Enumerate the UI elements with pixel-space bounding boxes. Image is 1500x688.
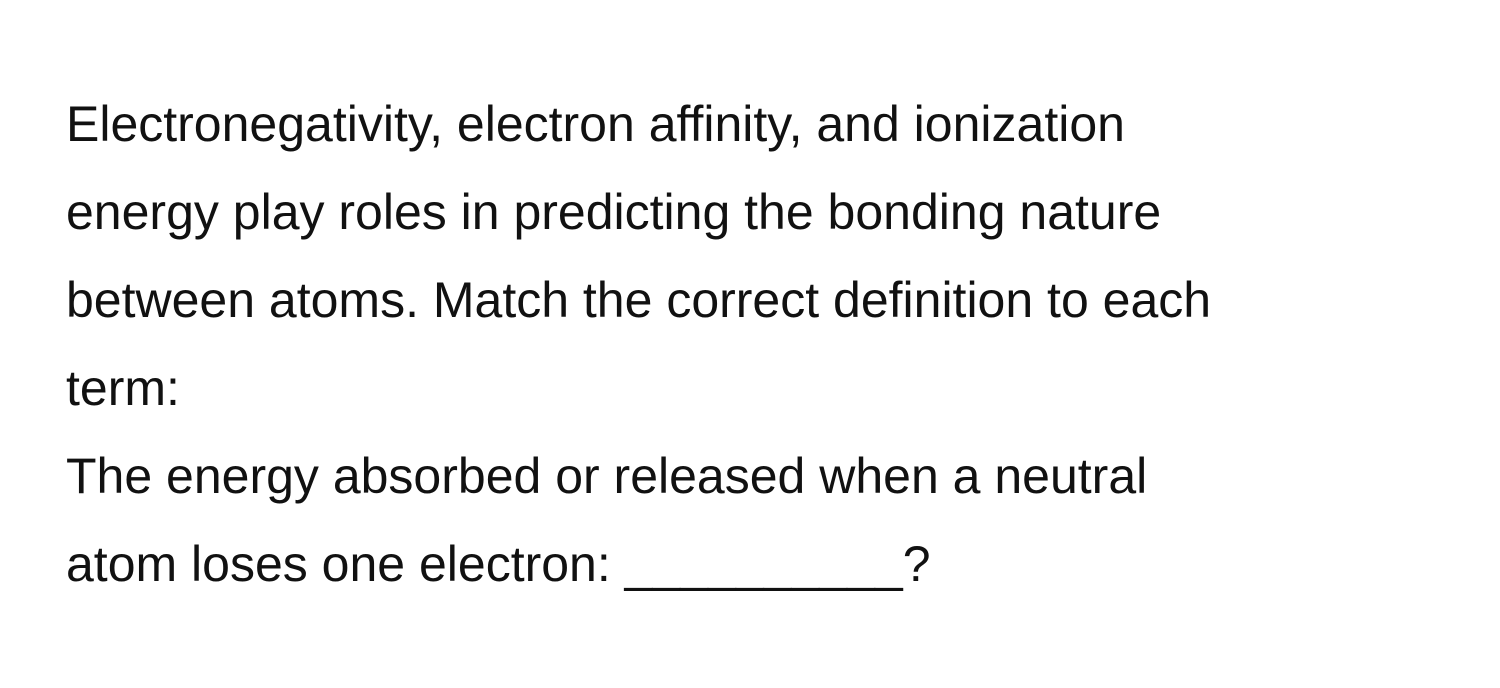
question-line-2: energy play roles in predicting the bonding nature xyxy=(66,184,1162,240)
prompt-line-1: The energy absorbed or released when a neutral xyxy=(66,448,1148,504)
question-line-3: between atoms. Match the correct definition to each xyxy=(66,272,1212,328)
question-line-1: Electronegativity, electron affinity, and ionization xyxy=(66,96,1125,152)
prompt-line-2: atom loses one electron: __________? xyxy=(66,536,931,592)
question-text xyxy=(66,80,1466,608)
question-line-4: term: xyxy=(66,360,180,416)
